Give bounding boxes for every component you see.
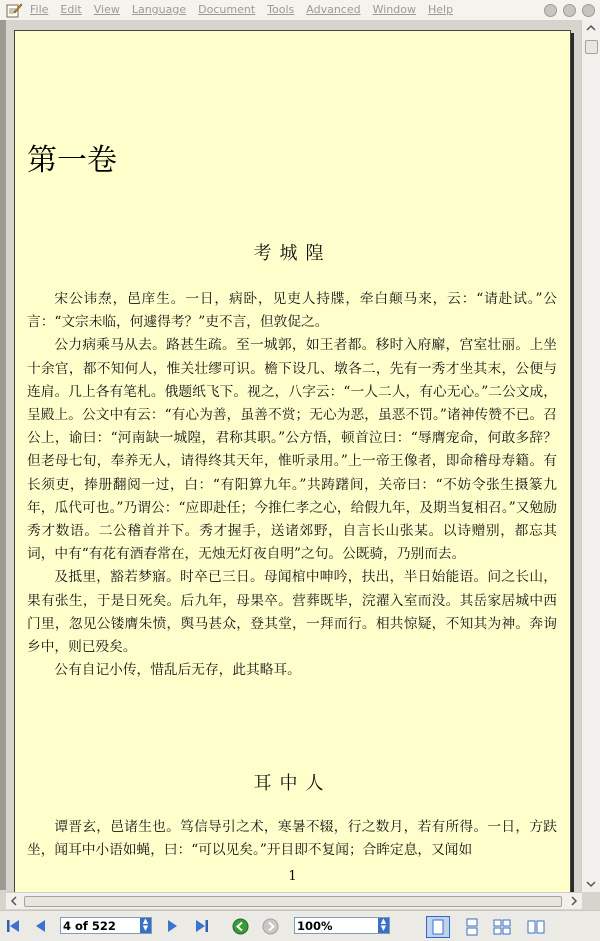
- app-icon[interactable]: [6, 2, 23, 18]
- document-viewport[interactable]: [0, 20, 600, 910]
- menu-item-help[interactable]: Help: [427, 3, 454, 16]
- horizontal-scrollbar[interactable]: [6, 892, 582, 909]
- menu-item-document[interactable]: Document: [198, 3, 256, 16]
- section-body: [27, 288, 557, 682]
- menu-item-view[interactable]: View: [93, 3, 120, 16]
- continuous-view-icon: [461, 917, 483, 937]
- back-icon[interactable]: [232, 918, 249, 935]
- horizontal-scroll-thumb[interactable]: [24, 896, 562, 907]
- vertical-scroll-thumb[interactable]: [585, 40, 598, 54]
- left-pane-edge: [0, 20, 6, 890]
- close-button[interactable]: [582, 4, 595, 17]
- first-page-icon[interactable]: [5, 918, 21, 934]
- page-spinner[interactable]: ▲ ▼: [140, 918, 151, 933]
- paragraph: 及抵里，豁若梦寤。时卒已三日。母闻棺中呻吟，扶出，半日始能语。问之长山，果有张生，于是日死矣。后九年，母果卒。营葬既毕，浣濯入室而没。其岳家居城中西门里，忽见公镂膺朱愤，舆马甚众，登其堂，一拜而行。相共惊疑，不知其为神。奔询乡中，则已殁矣。: [27, 569, 557, 656]
- scroll-down-icon[interactable]: [585, 878, 597, 890]
- menu-items: [30, 3, 465, 16]
- menu-item-window[interactable]: Window: [372, 3, 416, 16]
- zoom-dropdown[interactable]: ▲ ▼: [378, 918, 389, 933]
- scroll-left-icon[interactable]: [10, 896, 20, 906]
- next-page-icon[interactable]: [164, 918, 180, 934]
- paragraph: 宋公讳焘，邑庠生。一日，病卧，见吏人持牒，牵白颠马来，云：“请赴试。”公言：“文宗未临，何遽得考？”吏不言，但敦促之。: [27, 291, 557, 331]
- page-display: 4 of 522: [63, 919, 116, 933]
- continuous-facing-view-icon: [525, 917, 547, 937]
- menu-item-file[interactable]: File: [30, 3, 49, 16]
- section-title: 考城隍: [253, 243, 332, 264]
- facing-view-button[interactable]: [490, 916, 514, 938]
- menu-item-language[interactable]: Language: [131, 3, 187, 16]
- zoom-field[interactable]: [294, 917, 390, 934]
- continuous-view-button[interactable]: [460, 916, 484, 938]
- menu-item-advanced[interactable]: Advanced: [306, 3, 361, 16]
- single-page-view-button[interactable]: [426, 916, 450, 938]
- section-title: 耳中人: [253, 773, 332, 794]
- paragraph: 谭晋玄，邑诸生也。笃信导引之术，寒暑不辍，行之数月，若有所得。一日，方趺坐，闻耳中小语如蝇，曰：“可以见矣。”开目即不复闻；合眸定息，又闻如: [27, 819, 557, 859]
- scroll-right-icon[interactable]: [568, 896, 578, 906]
- vertical-scrollbar[interactable]: [581, 20, 600, 892]
- section-body: [27, 816, 557, 862]
- menu-item-tools[interactable]: Tools: [267, 3, 295, 16]
- menu-bar: [0, 0, 600, 21]
- menu-item-edit[interactable]: Edit: [60, 3, 82, 16]
- continuous-facing-view-button[interactable]: [524, 916, 548, 938]
- last-page-icon[interactable]: [194, 918, 210, 934]
- navigation-toolbar: [0, 910, 600, 941]
- paragraph: 公力病乘马从去。路甚生疏。至一城郭，如王者都。移时入府廨，宫室壮丽。上坐十余官，都不知何人，惟关壮缪可识。檐下设几、墩各二，先有一秀才坐其末，公便与连肩。几上各有笔札。俄题纸飞下。视之，八字云：“一人二人，有心无心。”二公文成，呈殿上。公文中有云：“有心为善，虽善不赏；无心为恶，虽恶不罚。”诸神传赞不已。召公上，谕曰：“河南缺一城隍，君称其职。”公方悟，顿首泣曰：“辱膺宠命，何敢多辞？但老母七旬，奉养无人，请得终其天年，惟听录用。”上一帝王像者，即命稽母寿籍。有长须吏，捧册翻阅一过，白：“有阳算九年。”共踌躇间，关帝曰：“不妨令张生摄篆九年，瓜代可也。”乃谓公：“应即赴任；今推仁孝之心，给假九年，及期当复相召。”又勉励秀才数语。二公稽首并下。秀才握手，送诸郊野，自言长山张某。以诗赠别，都忘其词，中有“有花有酒春常在，无烛无灯夜自明”之句。公既骑，乃别而去。: [27, 337, 557, 563]
- chapter-title: 第一卷: [27, 143, 117, 178]
- single-page-view-icon: [427, 917, 449, 937]
- forward-icon[interactable]: [262, 918, 279, 935]
- zoom-value: 100%: [297, 919, 333, 933]
- prev-page-icon[interactable]: [33, 918, 49, 934]
- maximize-button[interactable]: [563, 4, 576, 17]
- paragraph: 公有自记小传，惜乱后无存，此其略耳。: [54, 662, 301, 679]
- facing-view-icon: [491, 917, 513, 937]
- minimize-button[interactable]: [544, 4, 557, 17]
- scroll-up-icon[interactable]: [585, 22, 597, 34]
- document-page: [14, 30, 571, 906]
- page-number-field[interactable]: [60, 917, 152, 934]
- page-number: 1: [288, 869, 297, 884]
